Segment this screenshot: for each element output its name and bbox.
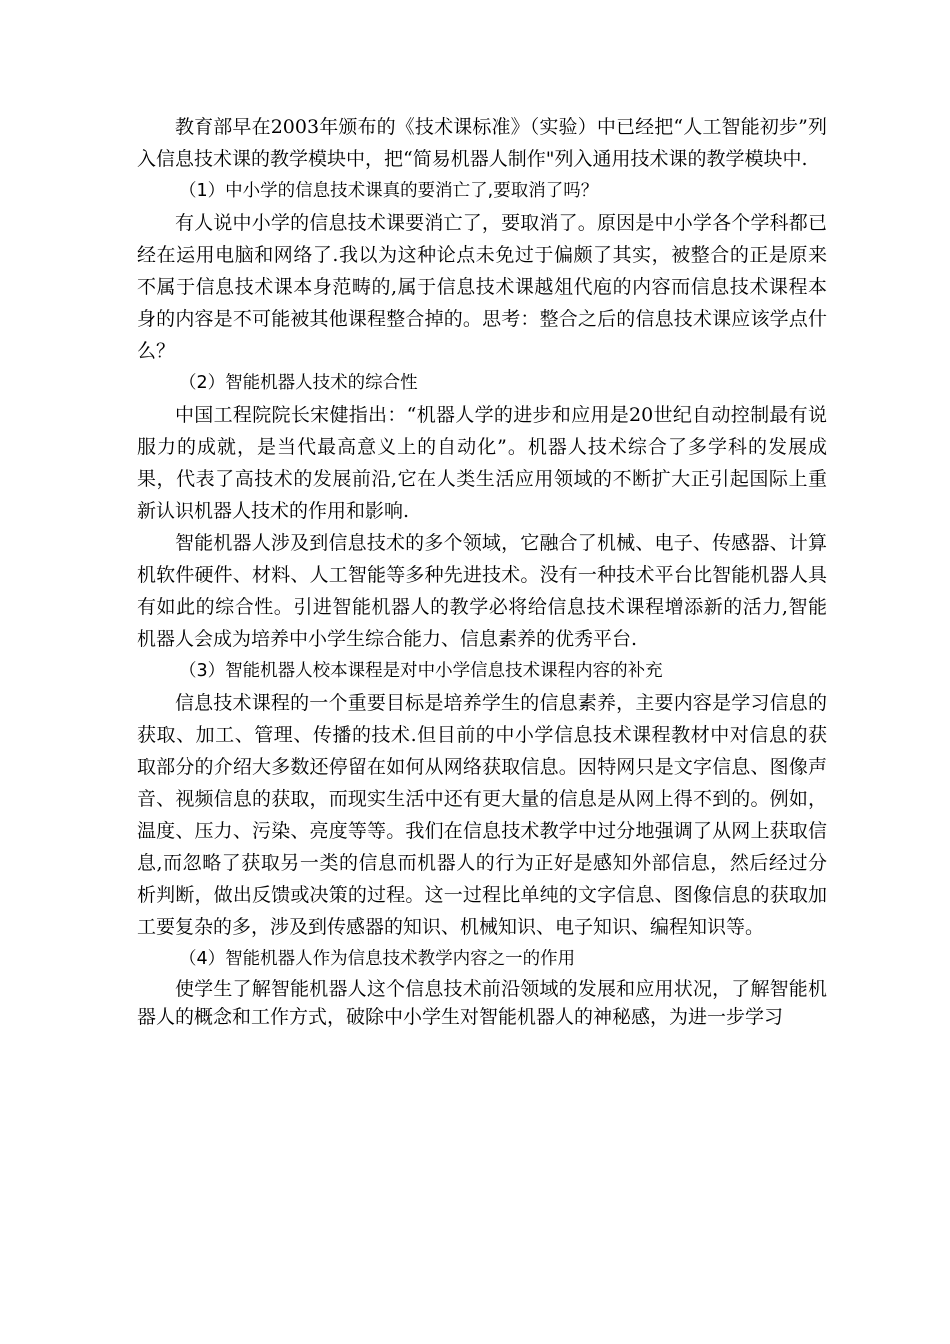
heading-section-4: （4）智能机器人作为信息技术教学内容之一的作用 (179, 949, 576, 969)
paragraph-robotics-fields: 智能机器人涉及到信息技术的多个领域，它融合了机械、电子、传感器、计算机软件硬件、材料、人工智能等多种先进技术。没有一种技术平台比智能机器人具有如此的综合性。引进智能机器人的教学必将给信息技术课程增添新的活力,智能机器人会成为培养中小学生综合能力、信息素养的优秀平台. (137, 532, 827, 650)
heading-section-1: （1）中小学的信息技术课真的要消亡了,要取消了吗？ (179, 181, 599, 201)
paragraph-curriculum-standard: 教育部早在2003年颁布的《技术课标准》（实验）中已经把“人工智能初步”列入信息技术课的教学模块中，把“简易机器人制作"列入通用技术课的教学模块中. (137, 116, 827, 170)
heading-section-2: （2）智能机器人技术的综合性 (179, 373, 418, 393)
paragraph-information-literacy: 信息技术课程的一个重要目标是培养学生的信息素养，主要内容是学习信息的获取、加工、管理、传播的技术.但目前的中小学信息技术课程教材中对信息的获取部分的介绍大多数还停留在如何从网络获取信息。因特网只是文字信息、图像声音、视频信息的获取，而现实生活中还有更大量的信息是从网上得不到的。例如，温度、压力、污染、亮度等等。我们在信息技术教学中过分地强调了从网上获取信息,而忽略了获取另一类的信息而机器人的行为正好是感知外部信息，然后经过分析判断，做出反馈或决策的过程。这一过程比单纯的文字信息、图像信息的获取加工要复杂的多，涉及到传感器的知识、机械知识、电子知识、编程知识等。 (137, 692, 827, 938)
paragraph-robotics-quote: 中国工程院院长宋健指出：“机器人学的进步和应用是20世纪自动控制最有说服力的成就，是当代最高意义上的自动化”。机器人技术综合了多学科的发展成果，代表了高技术的发展前沿,它在人类生活应用领域的不断扩大正引起国际上重新认识机器人技术的作用和影响. (137, 404, 827, 522)
heading-section-3: （3）智能机器人校本课程是对中小学信息技术课程内容的补充 (179, 661, 663, 681)
paragraph-robot-role: 使学生了解智能机器人这个信息技术前沿领域的发展和应用状况，了解智能机器人的概念和工作方式，破除中小学生对智能机器人的神秘感，为进一步学习 (137, 978, 827, 1028)
document-body (137, 111, 827, 1031)
paragraph-it-course-debate: 有人说中小学的信息技术课要消亡了，要取消了。原因是中小学各个学科都已经在运用电脑和网络了.我以为这种论点未免过于偏颇了其实，被整合的正是原来不属于信息技术课本身范畴的,属于信息技术课越俎代庖的内容而信息技术课程本身的内容是不可能被其他课程整合掉的。思考：整合之后的信息技术课应该学点什么？ (137, 212, 827, 362)
